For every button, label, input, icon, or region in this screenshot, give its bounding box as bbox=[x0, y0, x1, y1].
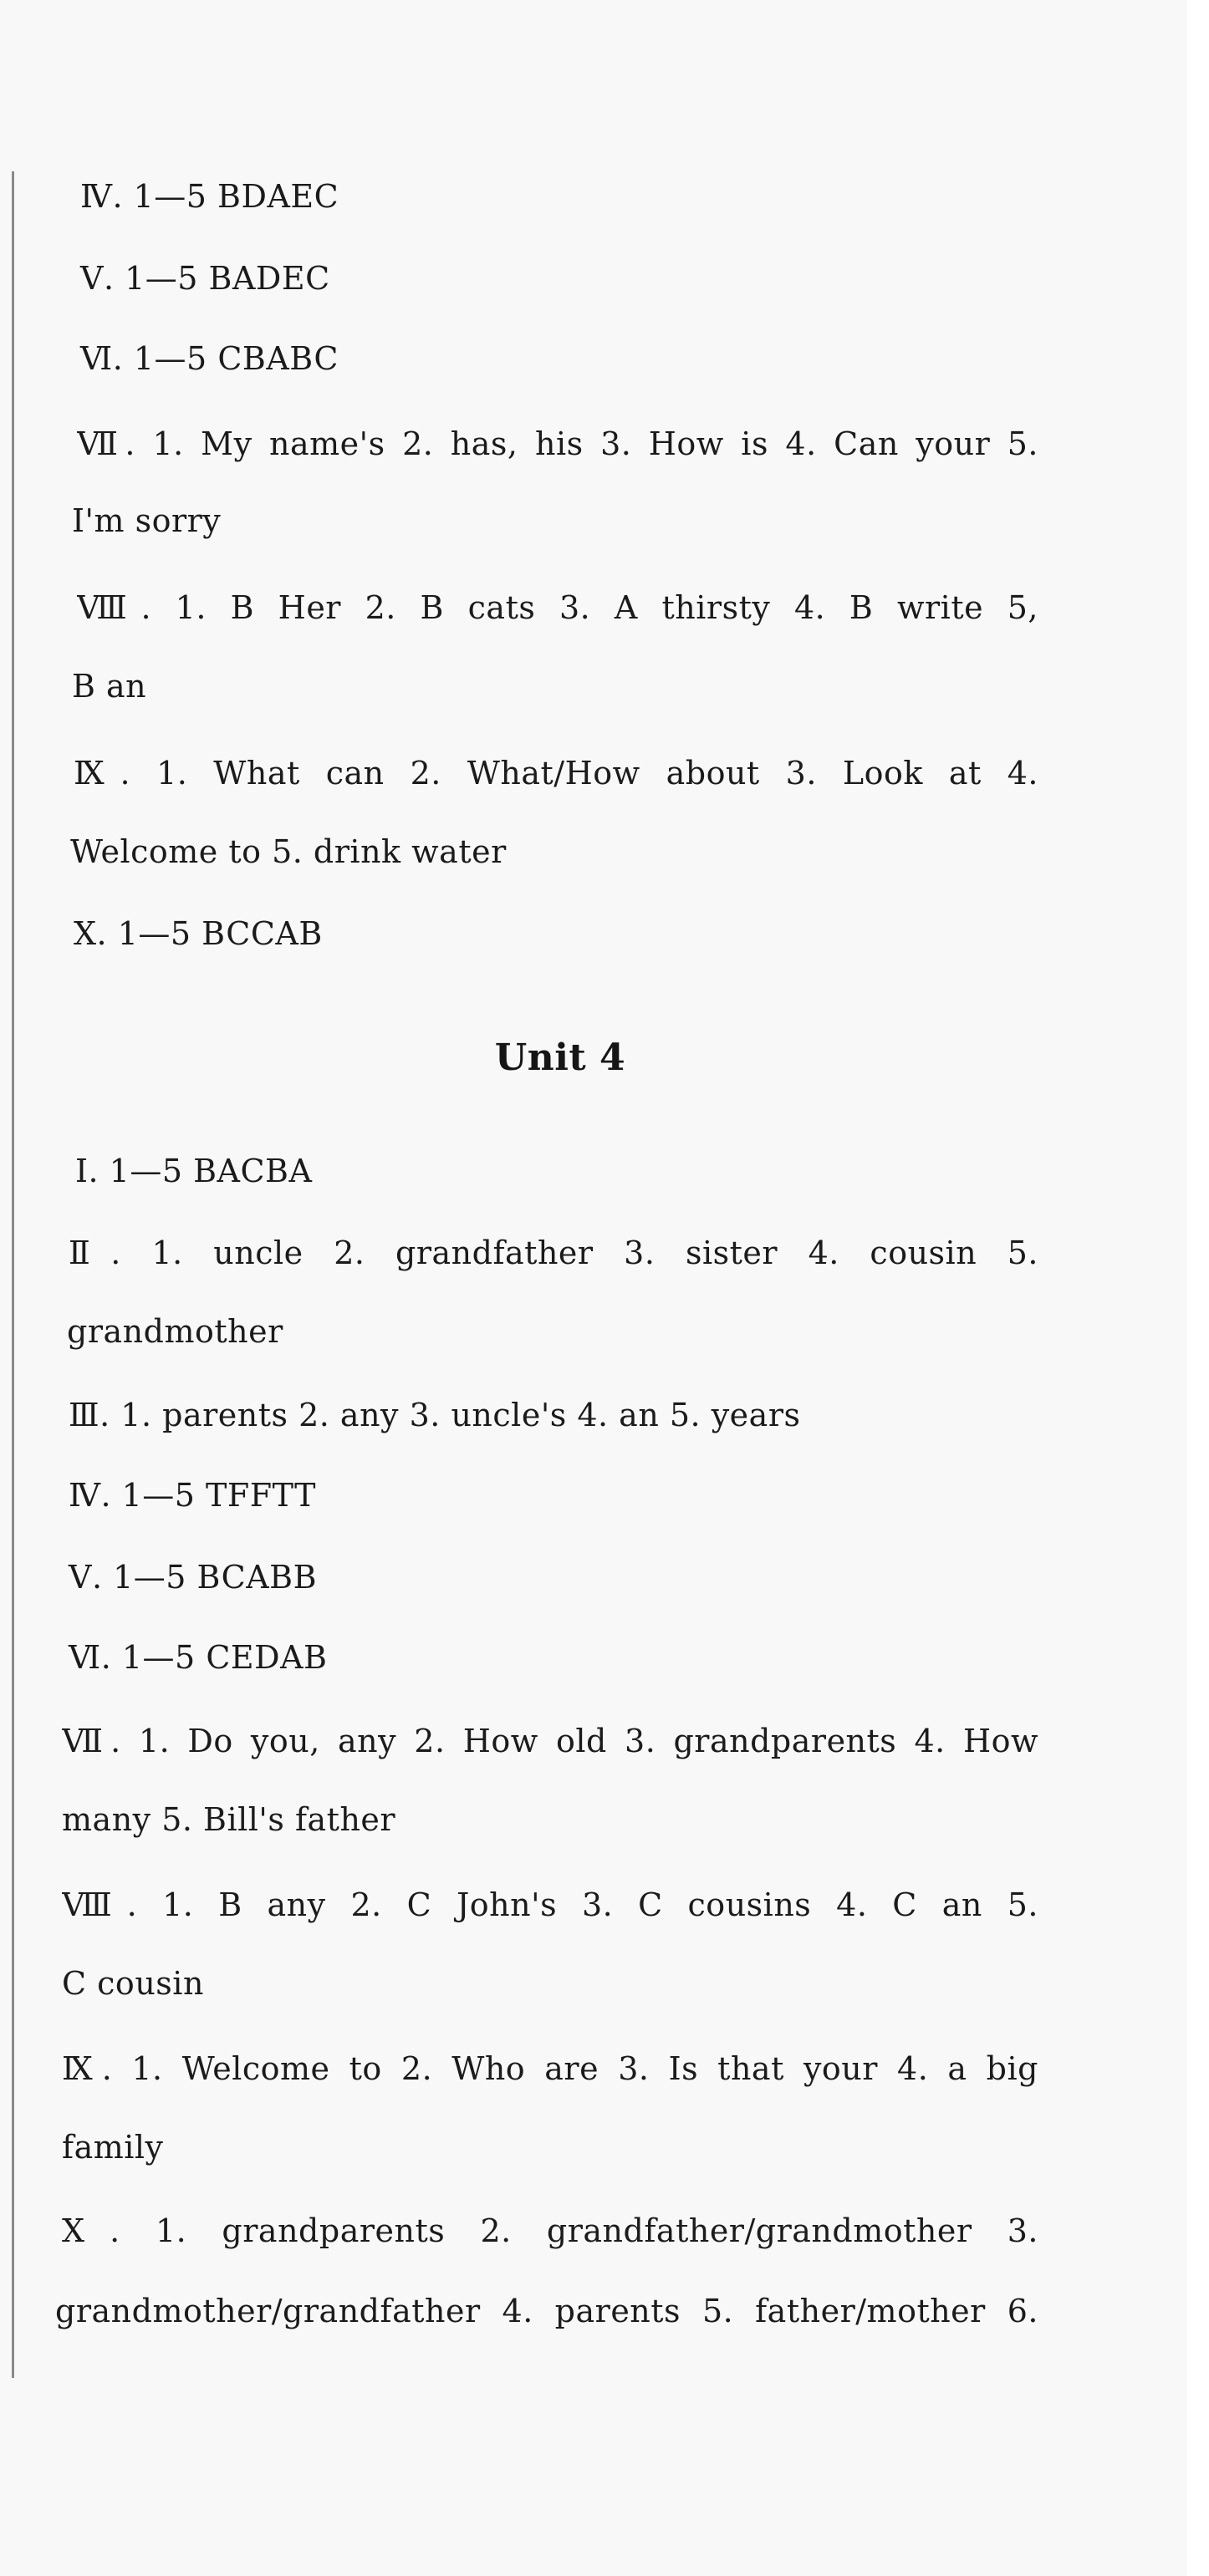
answer-line: Ⅹ. 1. grandparents 2. grandfather/grandmother 3. bbox=[62, 2212, 1038, 2249]
answer-line: Ⅶ. 1. Do you, any 2. How old 3. grandparents 4. How bbox=[62, 1723, 1038, 1759]
answer-line: Ⅹ. 1—5 BCCAB bbox=[74, 915, 323, 952]
answer-line: I'm sorry bbox=[72, 502, 222, 539]
answer-line: Ⅷ. 1. B any 2. C John's 3. C cousins 4. C an 5. bbox=[62, 1886, 1038, 1923]
answer-line: B an bbox=[72, 668, 147, 705]
answer-line: Ⅵ. 1—5 CBABC bbox=[80, 340, 339, 377]
answer-line: family bbox=[62, 2129, 164, 2166]
answer-line: Welcome to 5. drink water bbox=[70, 833, 507, 870]
answer-line: Ⅳ. 1—5 TFFTT bbox=[69, 1477, 317, 1514]
answer-line: Ⅰ. 1—5 BACBA bbox=[75, 1153, 313, 1189]
answer-line: C cousin bbox=[62, 1965, 204, 2002]
answer-line: Ⅱ. 1. uncle 2. grandfather 3. sister 4. cousin 5. bbox=[69, 1235, 1038, 1271]
answer-line: Ⅶ. 1. My name's 2. has, his 3. How is 4. Can your 5. bbox=[77, 425, 1038, 462]
answer-line: Ⅸ. 1. Welcome to 2. Who are 3. Is that your 4. a big bbox=[62, 2050, 1038, 2087]
answer-line: many 5. Bill's father bbox=[62, 1801, 396, 1838]
answer-line: Ⅳ. 1—5 BDAEC bbox=[80, 178, 339, 215]
margin-rule bbox=[12, 171, 14, 2378]
answer-line: Ⅴ. 1—5 BADEC bbox=[80, 260, 330, 297]
answer-line: grandmother bbox=[67, 1313, 283, 1350]
answer-line: Ⅵ. 1—5 CEDAB bbox=[69, 1639, 328, 1676]
answer-line: Ⅴ. 1—5 BCABB bbox=[69, 1559, 318, 1596]
answer-line: Ⅸ. 1. What can 2. What/How about 3. Look at 4. bbox=[74, 755, 1038, 792]
unit-heading: Unit 4 bbox=[494, 1036, 626, 1079]
answer-line: Ⅲ. 1. parents 2. any 3. uncle's 4. an 5. years bbox=[69, 1397, 801, 1433]
answer-line: Ⅷ. 1. B Her 2. B cats 3. A thirsty 4. B write 5, bbox=[77, 589, 1038, 626]
answer-line: grandmother/grandfather 4. parents 5. father/mother 6. bbox=[55, 2293, 1038, 2329]
